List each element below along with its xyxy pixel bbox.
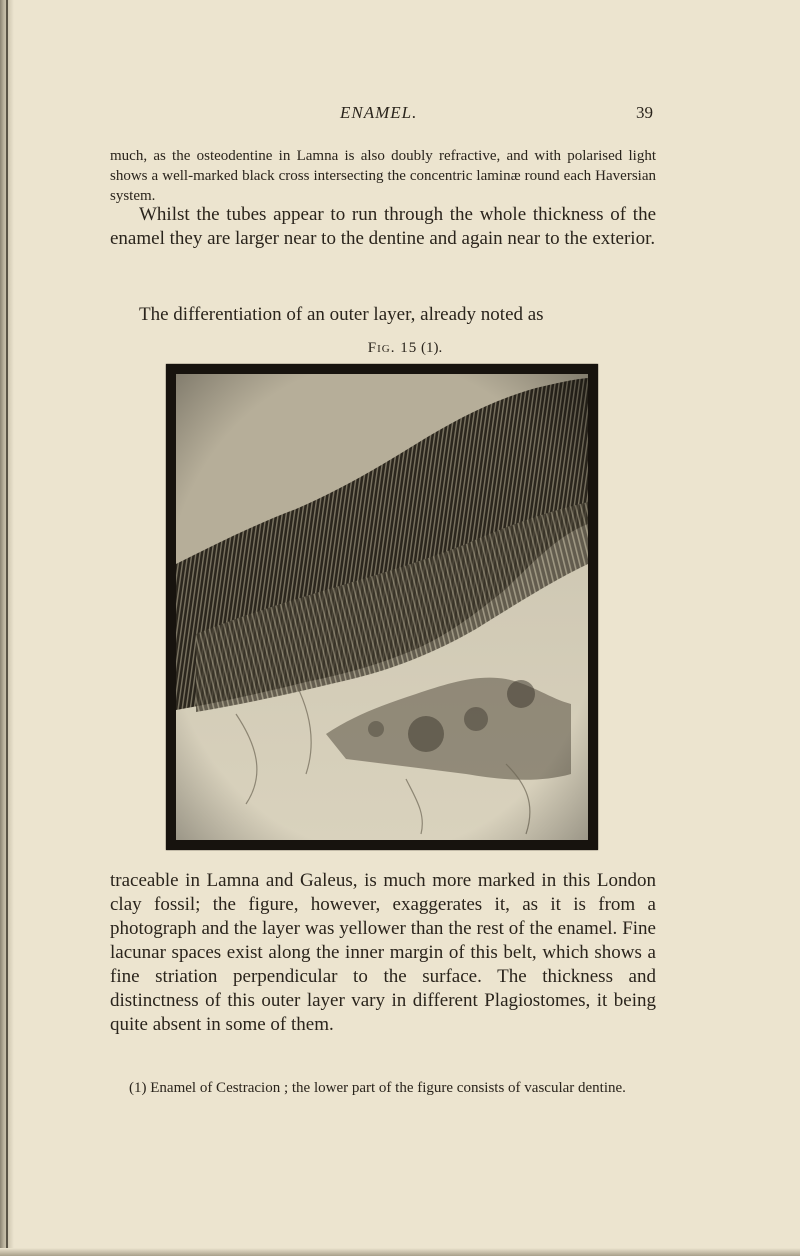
page-number: 39 <box>636 103 653 122</box>
footnote-text: Enamel of Cestracion ; the lower part of the figure consists of vascular dentine. <box>150 1080 626 1096</box>
running-title: ENAMEL. <box>340 103 418 122</box>
page-header <box>0 103 800 127</box>
figure-photomicrograph <box>166 364 598 850</box>
figure-label: Fig. 15 <box>367 340 418 356</box>
vignette <box>176 374 588 840</box>
paragraph-differentiation-continued: traceable in Lamna and Galeus, is much more marked in this London clay fossil; the figure, however, exaggerates it, as it is from a photograph and the layer was yellower than the rest of the enamel. Fine lacunar spaces exist along the inner margin of this belt, which shows a fine striation perpendicular to the surface. The thickness and distinctness of this outer layer vary in different Plagiostomes, it being quite absent in some of them. <box>110 870 656 1035</box>
figure-caption <box>0 340 800 357</box>
footnote <box>110 1080 656 1097</box>
footnote-marker: (1) <box>129 1080 147 1096</box>
paragraph-tubes: Whilst the tubes appear to run through the whole thickness of the enamel they are larger near to the dentine and again near to the exterior. <box>110 204 656 249</box>
enamel-section-image <box>176 374 588 840</box>
figure-footnote-ref: (1). <box>420 340 443 356</box>
page-binding-edge <box>0 0 14 1256</box>
paragraph-differentiation-start: The differentiation of an outer layer, already noted as <box>139 304 544 325</box>
continued-paragraph: much, as the osteodentine in Lamna is also doubly refractive, and with polarised light shows a well-marked black cross intersecting the concentric laminæ round each Haversian system. <box>110 148 656 204</box>
page-bottom-edge <box>0 1248 800 1256</box>
